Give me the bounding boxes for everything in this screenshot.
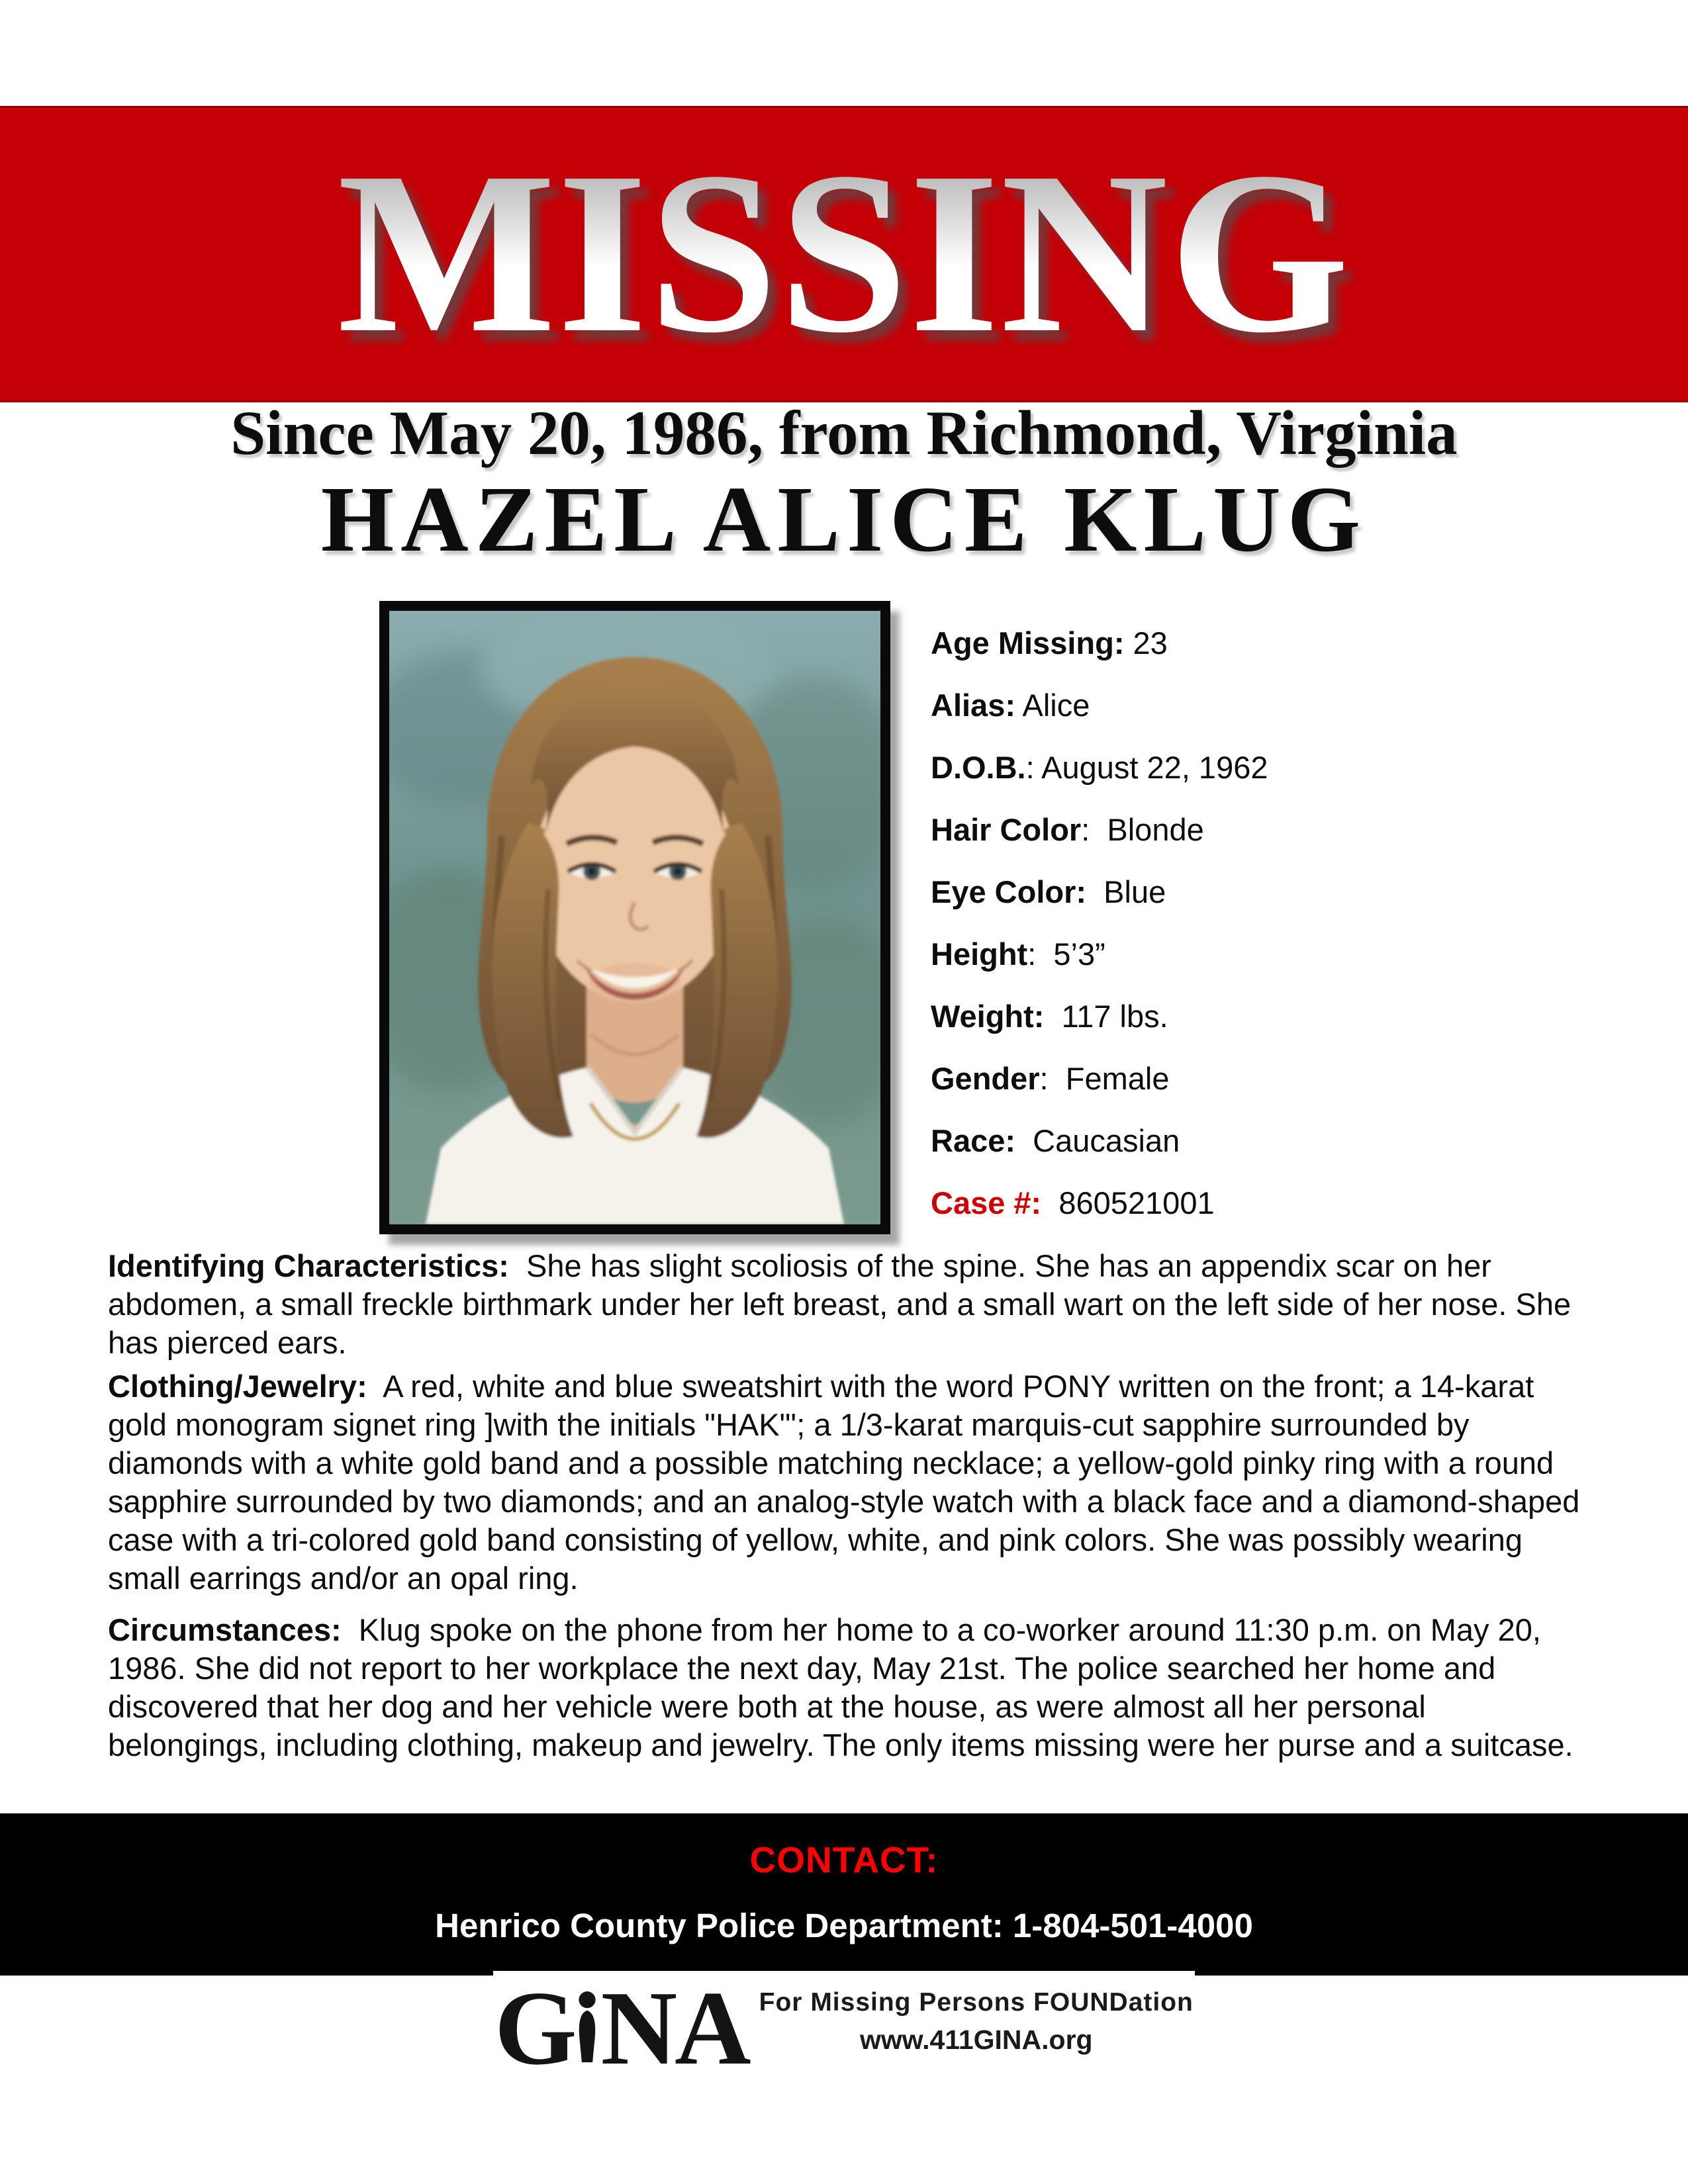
detail-value: Caucasian	[1033, 1123, 1180, 1158]
detail-sep	[1124, 625, 1133, 660]
detail-sep: :	[1027, 936, 1054, 972]
section-text: A red, white and blue sweatshirt with the word PONY written on the front; a 14-karat gold monogram signet ring ]with the initials "HAK"'; a 1/3-karat marquis-cut sapphire surrounded by diamonds with a white gold band and a possible matching necklace; a yellow-gold pinky ring with a round sapphire surrounded by two diamonds; and an analog-style watch with a black face and a diamond-shaped case with a tri-colored gold band consisting of yellow, white, and pink colors. She was possibly wearing small earrings and/or an opal ring.	[108, 1369, 1589, 1596]
section-label: Circumstances:	[108, 1612, 342, 1647]
detail-row-case-number	[931, 1187, 1613, 1218]
portrait-photo	[379, 601, 890, 1234]
detail-sep	[1015, 1123, 1033, 1158]
detail-list	[931, 627, 1613, 1250]
section-text: Klug spoke on the phone from her home to a co-worker around 11:30 p.m. on May 20, 1986. She did not report to her workplace the next day, May 21st. The police searched her home and discovered that her dog and her vehicle were both at the house, as were almost all her personal belongings, including clothing, makeup and jewelry. The only items missing were her purse and a suitcase.	[108, 1612, 1573, 1762]
detail-label: Race:	[931, 1123, 1016, 1158]
gina-letters-na: NA	[600, 1969, 749, 2087]
section-circumstances	[108, 1611, 1589, 1764]
section-clothing-jewelry	[108, 1367, 1589, 1598]
logo-tagline: For Missing Persons FOUNDation	[759, 1988, 1194, 2017]
detail-value: Blue	[1103, 874, 1166, 909]
gina-wordmark	[494, 1969, 749, 2087]
detail-label: D.O.B.	[931, 750, 1026, 785]
detail-sep: :	[1039, 1061, 1066, 1096]
detail-value: 117 lbs.	[1061, 999, 1168, 1034]
detail-label: Alias:	[931, 688, 1015, 723]
contact-phone-line: Henrico County Police Department: 1-804-501-4000	[435, 1907, 1253, 1944]
section-text: She has slight scoliosis of the spine. She has an appendix scar on her abdomen, a small freckle birthmark under her left breast, and a small wart on the left side of her nose. She has pierced ears.	[108, 1248, 1580, 1360]
detail-value: 860521001	[1058, 1185, 1215, 1220]
detail-row-hair-color	[931, 814, 1613, 845]
detail-row-age-missing	[931, 627, 1613, 659]
detail-row-race	[931, 1125, 1613, 1156]
detail-row-gender	[931, 1063, 1613, 1094]
detail-row-dob	[931, 752, 1613, 783]
detail-sep: :	[1081, 812, 1107, 847]
gina-foundation-logo	[493, 1971, 1195, 2085]
detail-sep: :	[1025, 750, 1042, 785]
detail-row-eye-color	[931, 876, 1613, 907]
detail-value: 23	[1133, 625, 1168, 660]
person-name: HAZEL ALICE KLUG	[320, 467, 1368, 571]
logo-text-column	[759, 1988, 1194, 2054]
detail-row-weight	[931, 1001, 1613, 1032]
detail-value: Alice	[1022, 688, 1090, 723]
detail-label: Weight:	[931, 999, 1045, 1034]
section-identifying-characteristics	[108, 1247, 1589, 1362]
detail-label: Height	[931, 936, 1028, 972]
contact-bar	[0, 1813, 1688, 1976]
person-icon	[575, 1978, 599, 2077]
detail-value: Blonde	[1107, 812, 1204, 847]
detail-value: August 22, 1962	[1041, 750, 1268, 785]
detail-label: Case #:	[931, 1185, 1042, 1220]
missing-since-line: Since May 20, 1986, from Richmond, Virginia	[230, 398, 1458, 468]
missing-banner	[0, 106, 1688, 402]
detail-label: Age Missing:	[931, 625, 1125, 660]
detail-sep	[1044, 999, 1061, 1034]
detail-label: Hair Color	[931, 812, 1082, 847]
logo-url: www.411GINA.org	[859, 2025, 1093, 2055]
missing-title: MISSING	[337, 108, 1350, 396]
detail-value: Female	[1065, 1061, 1170, 1096]
detail-sep	[1086, 874, 1103, 909]
detail-sep	[1041, 1185, 1058, 1220]
detail-label: Eye Color:	[931, 874, 1087, 909]
gina-letter-g: G	[494, 1969, 575, 2087]
detail-row-height	[931, 938, 1613, 970]
detail-label: Gender	[931, 1061, 1040, 1096]
contact-heading: CONTACT:	[749, 1839, 939, 1880]
section-label: Clothing/Jewelry:	[108, 1369, 367, 1404]
portrait-image	[389, 611, 880, 1224]
section-label: Identifying Characteristics:	[108, 1248, 509, 1283]
detail-row-alias	[931, 690, 1613, 721]
detail-value: 5’3”	[1053, 936, 1105, 972]
detail-sep	[1015, 688, 1022, 723]
